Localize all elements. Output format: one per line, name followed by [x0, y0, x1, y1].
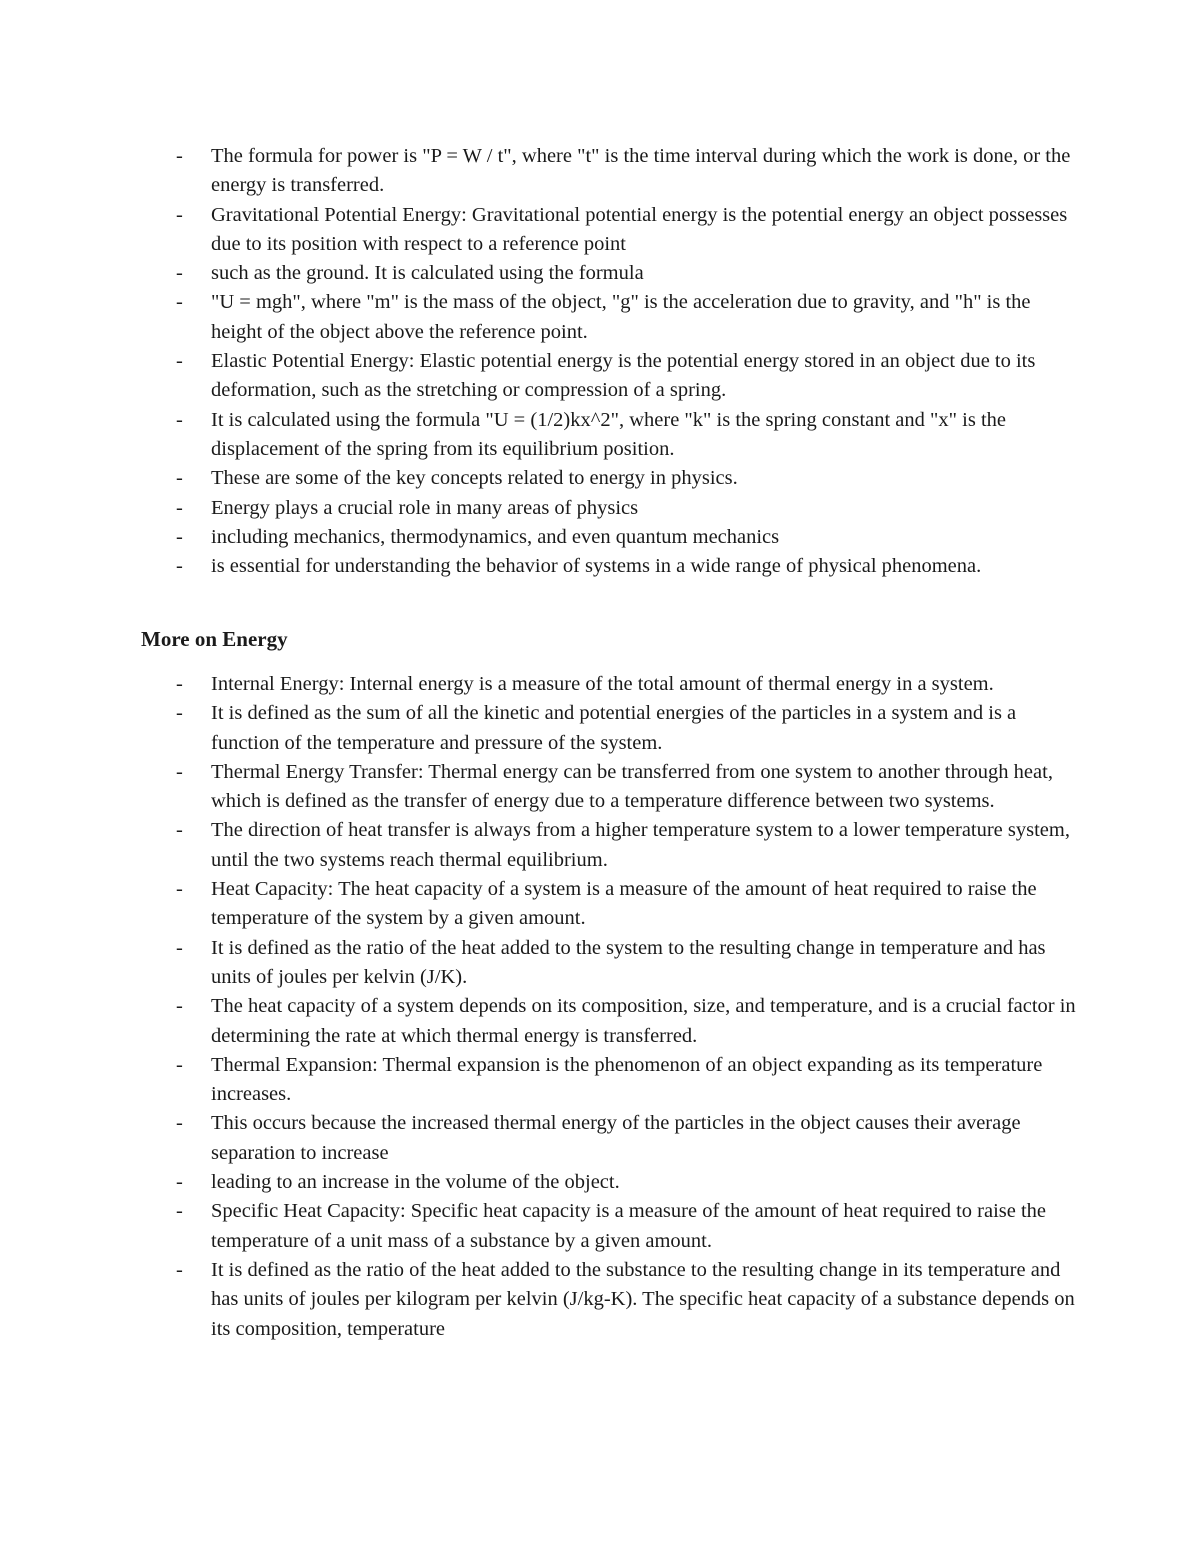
list-item	[176, 552, 1076, 581]
bullet-dash: -	[176, 673, 183, 695]
bullet-dash: -	[176, 936, 183, 959]
bullet-dash: -	[176, 467, 183, 490]
list-item-text: Energy plays a crucial role in many areas of physics	[211, 496, 639, 519]
list-item-text: This occurs because the increased thermal energy of the particles in the object causes their average separation to increase	[211, 1112, 1021, 1164]
bullet-dash: -	[176, 878, 183, 901]
list-item	[176, 1051, 1076, 1110]
bullet-dash: -	[176, 350, 183, 373]
section-heading-more-on-energy: More on Energy	[141, 627, 288, 651]
bullet-list-power-potential-energy	[176, 142, 1076, 581]
list-item	[176, 464, 1076, 493]
bullet-list-more-on-energy	[176, 670, 1076, 1344]
list-item	[176, 758, 1076, 817]
bullet-dash: -	[176, 1112, 183, 1135]
list-item-text: Thermal Energy Transfer: Thermal energy can be transferred from one system to another through heat, which is defined as the transfer of energy due to a temperature difference between two systems.	[211, 760, 1053, 813]
bullet-dash: -	[176, 555, 183, 578]
list-item-text: Elastic Potential Energy: Elastic potential energy is the potential energy stored in an object due to its deformation, such as the stretching or compression of a spring.	[211, 350, 1036, 402]
bullet-dash: -	[176, 1200, 183, 1223]
list-item-text: such as the ground. It is calculated using the formula	[211, 262, 644, 285]
list-item-text: Heat Capacity: The heat capacity of a system is a measure of the amount of heat required to raise the temperature of the system by a given amount.	[211, 878, 1037, 930]
list-item-text: It is defined as the ratio of the heat added to the system to the resulting change in temperature and has units of joules per kelvin (J/K).	[211, 936, 1046, 988]
list-item-text: Specific Heat Capacity: Specific heat capacity is a measure of the amount of heat required to raise the temperature of a unit mass of a substance by a given amount.	[211, 1200, 1047, 1252]
list-item-text: It is defined as the ratio of the heat added to the substance to the resulting change in its temperature and has units of joules per kilogram per kelvin (J/kg-K). The specific heat capacity of a substance depends on its composition, temperature	[211, 1258, 1075, 1340]
bullet-dash: -	[176, 262, 183, 285]
bullet-dash: -	[176, 1171, 183, 1194]
list-item-text: is essential for understanding the behavior of systems in a wide range of physical phenomena.	[211, 555, 982, 578]
bullet-dash: -	[176, 1053, 183, 1076]
bullet-dash: -	[176, 291, 183, 314]
list-item-text: The heat capacity of a system depends on its composition, size, and temperature, and is a crucial factor in determining the rate at which thermal energy is transferred.	[211, 995, 1076, 1047]
bullet-dash: -	[176, 819, 183, 842]
bullet-dash: -	[176, 995, 183, 1018]
list-item	[176, 875, 1076, 934]
bullet-dash: -	[176, 760, 183, 783]
bullet-dash: -	[176, 408, 183, 431]
list-item	[176, 699, 1076, 758]
bullet-dash: -	[176, 702, 183, 725]
list-item	[176, 523, 1076, 552]
bullet-dash: -	[176, 1258, 183, 1281]
list-item-text: The formula for power is "P = W / t", where "t" is the time interval during which the work is done, or the energy is transferred.	[211, 145, 1071, 197]
list-item	[176, 670, 1076, 699]
list-item	[176, 992, 1076, 1051]
list-item-text: Internal Energy: Internal energy is a measure of the total amount of thermal energy in a system.	[211, 673, 994, 695]
list-item	[176, 816, 1076, 875]
list-item	[176, 1197, 1076, 1256]
list-item-text: Thermal Expansion: Thermal expansion is the phenomenon of an object expanding as its temperature increases.	[211, 1053, 1043, 1106]
list-item	[176, 347, 1076, 406]
list-item-text: leading to an increase in the volume of the object.	[211, 1171, 620, 1194]
list-item	[176, 288, 1076, 347]
list-item	[176, 1256, 1076, 1344]
list-item	[176, 494, 1076, 523]
bullet-dash: -	[176, 145, 183, 167]
list-item-text: Gravitational Potential Energy: Gravitational potential energy is the potential energy an object possesses due to its position with respect to a reference point	[211, 203, 1068, 255]
list-item-text: These are some of the key concepts related to energy in physics.	[211, 467, 738, 490]
list-item-text: The direction of heat transfer is always from a higher temperature system to a lower temperature system, until the two systems reach thermal equilibrium.	[211, 819, 1070, 871]
list-item	[176, 406, 1076, 465]
list-item	[176, 1109, 1076, 1168]
list-item-text: including mechanics, thermodynamics, and even quantum mechanics	[211, 525, 780, 548]
bullet-dash: -	[176, 525, 183, 548]
list-item	[176, 142, 1076, 201]
list-item-text: "U = mgh", where "m" is the mass of the object, "g" is the acceleration due to gravity, and "h" is the height of the object above the reference point.	[211, 291, 1031, 343]
list-item-text: It is defined as the sum of all the kinetic and potential energies of the particles in a system and is a function of the temperature and pressure of the system.	[211, 702, 1017, 754]
list-item	[176, 1168, 1076, 1197]
bullet-dash: -	[176, 496, 183, 519]
bullet-dash: -	[176, 203, 183, 226]
list-item-text: It is calculated using the formula "U = (1/2)kx^2", where "k" is the spring constant and "x" is the displacement of the spring from its equilibrium position.	[211, 408, 1006, 460]
list-item	[176, 934, 1076, 993]
list-item	[176, 201, 1076, 260]
list-item	[176, 259, 1076, 288]
